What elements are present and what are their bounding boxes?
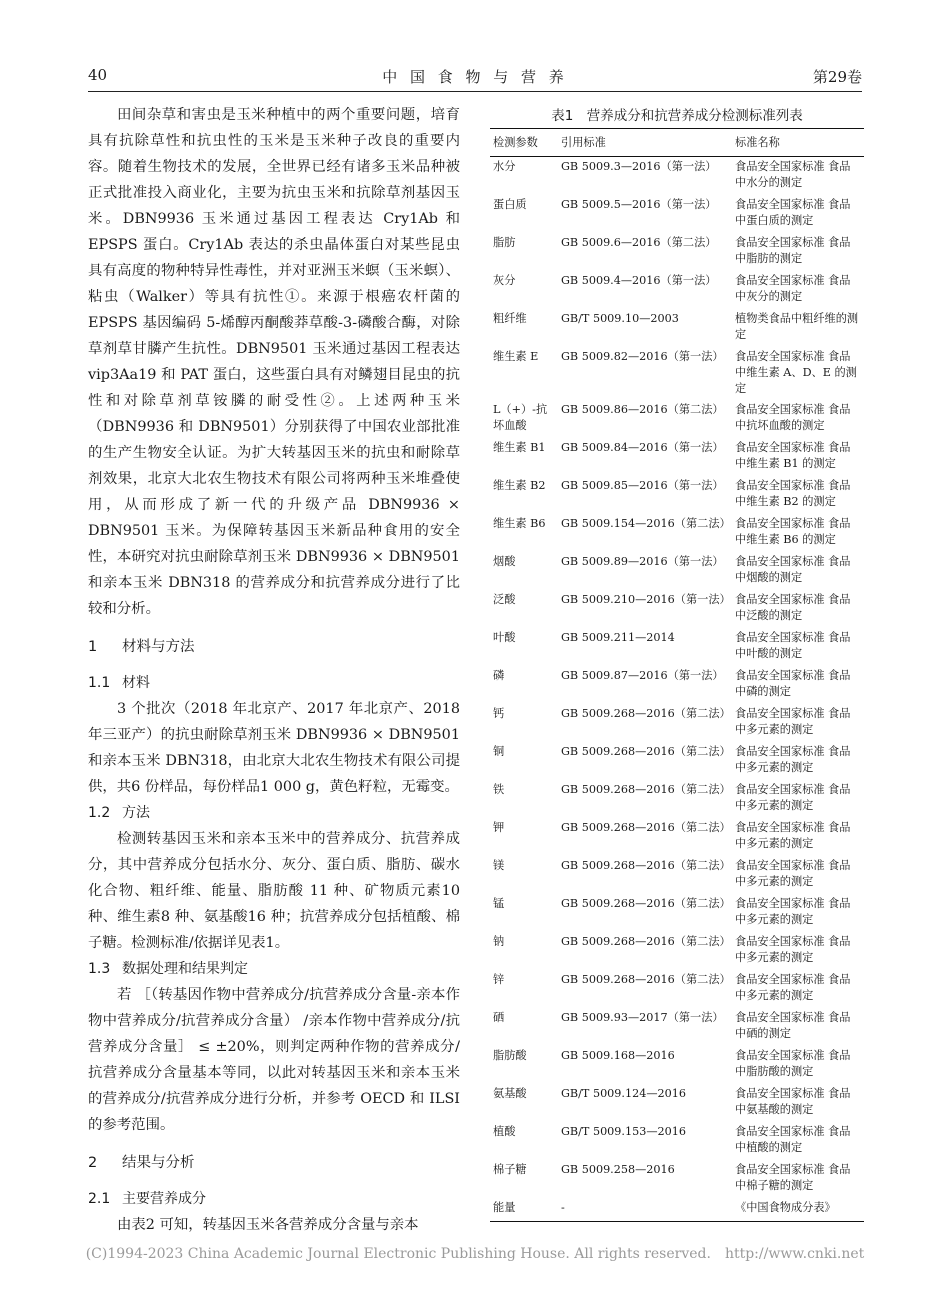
standard-cell: GB 5009.211—2014 <box>561 631 675 644</box>
table-row <box>490 438 864 476</box>
section-1-3-heading <box>88 956 460 982</box>
table-header-row <box>490 129 864 157</box>
column-header: 标准名称 <box>732 129 864 157</box>
standard-name-cell: 食品安全国家标准 食品中植酸的测定 <box>735 1125 851 1154</box>
parameter-cell: 叶酸 <box>493 631 516 644</box>
column-header: 引用标准 <box>558 129 732 157</box>
standard-name-cell: 食品安全国家标准 食品中维生素 B2 的测定 <box>735 479 851 508</box>
section-number: 1.3 <box>88 961 111 977</box>
parameter-cell: 维生素 B6 <box>493 517 546 530</box>
standard-cell: GB 5009.268—2016（第二法） <box>561 745 731 758</box>
standard-name-cell: 食品安全国家标准 食品中泛酸的测定 <box>735 593 851 622</box>
table-row <box>490 157 864 196</box>
standard-name-cell: 食品安全国家标准 食品中氨基酸的测定 <box>735 1087 851 1116</box>
parameter-cell: 氨基酸 <box>493 1087 527 1100</box>
table-row <box>490 856 864 894</box>
standard-name-cell: 食品安全国家标准 食品中烟酸的测定 <box>735 555 851 584</box>
standard-name-cell: 食品安全国家标准 食品中脂肪的测定 <box>735 236 851 265</box>
standard-cell: GB 5009.210—2016（第一法） <box>561 593 731 606</box>
volume-label: 第29卷 <box>812 68 862 86</box>
standard-cell: GB 5009.86—2016（第二法） <box>561 403 724 416</box>
section-number: 1.1 <box>88 675 111 691</box>
standard-cell: GB 5009.154—2016（第二法） <box>561 517 731 530</box>
parameter-cell: 锌 <box>493 973 505 986</box>
section-number: 2.1 <box>88 1191 111 1207</box>
standard-cell: GB 5009.268—2016（第二法） <box>561 821 731 834</box>
section-1-heading <box>88 634 460 660</box>
table-row <box>490 970 864 1008</box>
standard-cell: GB/T 5009.124—2016 <box>561 1087 686 1100</box>
parameter-cell: 棉子糖 <box>493 1163 527 1176</box>
judgement-paragraph: 若 ［（转基因作物中营养成分/抗营养成分含量-亲本作物中营养成分/抗营养成分含量） /亲本作物中营养成分/抗营养成分含量］ ≤ ±20%，则判定两种作物的营养成分/抗营养成分含量基本等同，以此对转基因玉米和亲本玉米的营养成分/抗营养成分进行分析，并参考 OECD 和 ILSI 的参考范围。 <box>88 987 460 1133</box>
table-row <box>490 628 864 666</box>
standard-cell: GB 5009.268—2016（第二法） <box>561 935 731 948</box>
parameter-cell: 硒 <box>493 1011 505 1024</box>
table-row <box>490 347 864 400</box>
table-row <box>490 742 864 780</box>
parameter-cell: 维生素 B1 <box>493 441 546 454</box>
standard-cell: GB 5009.268—2016（第二法） <box>561 707 731 720</box>
parameter-cell: 烟酸 <box>493 555 516 568</box>
table-row <box>490 400 864 438</box>
standard-name-cell: 食品安全国家标准 食品中维生素 A、D、E 的测定 <box>735 350 857 395</box>
parameter-cell: 磷 <box>493 669 505 682</box>
table-row <box>490 1198 864 1222</box>
table-row <box>490 1008 864 1046</box>
column-header: 检测参数 <box>490 129 558 157</box>
standard-name-cell: 食品安全国家标准 食品中多元素的测定 <box>735 707 851 736</box>
standard-name-cell: 植物类食品中粗纤维的测定 <box>735 312 859 341</box>
standard-cell: GB 5009.268—2016（第二法） <box>561 973 731 986</box>
table-row <box>490 818 864 856</box>
parameter-cell: L（+）-抗坏血酸 <box>493 403 548 432</box>
standard-name-cell: 食品安全国家标准 食品中水分的测定 <box>735 160 851 189</box>
parameter-cell: 能量 <box>490 1198 558 1222</box>
parameter-cell: 钙 <box>493 707 505 720</box>
parameter-cell: 铁 <box>493 783 505 796</box>
table-row <box>490 1122 864 1160</box>
copyright-footer: (C)1994-2023 China Academic Journal Electronic Publishing House. All rights reserved. http://www.cnki.net <box>85 1246 865 1262</box>
table-row <box>490 590 864 628</box>
standard-cell: GB 5009.89—2016（第一法） <box>561 555 724 568</box>
standard-name-cell: 食品安全国家标准 食品中多元素的测定 <box>735 897 851 926</box>
standard-name-cell: 《中国食物成分表》 <box>732 1198 864 1222</box>
table-row <box>490 309 864 347</box>
parameter-cell: 脂肪酸 <box>493 1049 527 1062</box>
journal-title: 中 国 食 物 与 营 养 <box>382 68 568 86</box>
parameter-cell: 粗纤维 <box>493 312 527 325</box>
table-row <box>490 271 864 309</box>
section-title: 数据处理和结果判定 <box>122 961 248 977</box>
standard-cell: GB 5009.268—2016（第二法） <box>561 859 731 872</box>
section-title: 结果与分析 <box>122 1155 195 1171</box>
materials-paragraph: 3 个批次（2018 年北京产、2017 年北京产、2018 年三亚产）的抗虫耐除草剂玉米 DBN9936 × DBN9501 和亲本玉米 DBN318，由北京大北农生物技术有限公司提供，共6 份样品，每份样品1 000 g，黄色籽粒，无霉变。 <box>88 701 460 795</box>
standard-name-cell: 食品安全国家标准 食品中灰分的测定 <box>735 274 851 303</box>
standard-name-cell: 食品安全国家标准 食品中多元素的测定 <box>735 745 851 774</box>
standard-cell: GB 5009.84—2016（第一法） <box>561 441 724 454</box>
standard-name-cell: 食品安全国家标准 食品中磷的测定 <box>735 669 851 698</box>
methods-paragraph: 检测转基因玉米和亲本玉米中的营养成分、抗营养成分，其中营养成分包括水分、灰分、蛋白质、脂肪、碳水化合物、粗纤维、能量、脂肪酸 11 种、矿物质元素10 种、维生素8 种、氨基酸16 种；抗营养成分包括植酸、棉子糖。检测标准/依据详见表1。 <box>88 831 460 951</box>
table-row <box>490 1160 864 1198</box>
section-1-1-heading <box>88 670 460 696</box>
section-number: 1 <box>88 639 98 655</box>
standard-cell: GB 5009.3—2016（第一法） <box>561 160 717 173</box>
parameter-cell: 灰分 <box>493 274 516 287</box>
standard-cell: GB/T 5009.10—2003 <box>561 312 679 325</box>
standard-name-cell: 食品安全国家标准 食品中多元素的测定 <box>735 783 851 812</box>
results-paragraph: 由表2 可知，转基因玉米各营养成分含量与亲本 <box>117 1217 419 1233</box>
table-row <box>490 514 864 552</box>
parameter-cell: 锰 <box>493 897 505 910</box>
table-row <box>490 195 864 233</box>
parameter-cell: 蛋白质 <box>493 198 527 211</box>
table-row <box>490 704 864 742</box>
table-row <box>490 932 864 970</box>
section-number: 2 <box>88 1155 98 1171</box>
standard-cell: GB 5009.5—2016（第一法） <box>561 198 717 211</box>
standard-cell: GB 5009.4—2016（第一法） <box>561 274 717 287</box>
intro-paragraph: 田间杂草和害虫是玉米种植中的两个重要问题，培育具有抗除草性和抗虫性的玉米是玉米种子改良的重要内容。随着生物技术的发展，全世界已经有诸多玉米品种被正式批准投入商业化，主要为抗虫玉米和抗除草剂基因玉米。DBN9936 玉米通过基因工程表达 Cry1Ab 和 EPSPS 蛋白。Cry1Ab 表达的杀虫晶体蛋白对某些昆虫具有高度的物种特异性毒性，并对亚洲玉米螟（玉米螟）、粘虫（Walker）等具有抗性①。来源于根癌农杆菌的 EPSPS 基因编码 5-烯醇丙酮酸莽草酸-3-磷酸合酶，对除草剂草甘膦产生抗性。DBN9501 玉米通过基因工程表达 vip3Aa19 和 PAT 蛋白，这些蛋白具有对鳞翅目昆虫的抗性和对除草剂草铵膦的耐受性②。上述两种玉米（DBN9936 和 DBN9501）分别获得了中国农业部批准的生产生物安全认证。为扩大转基因玉米的抗虫和耐除草剂效果，北京大北农生物技术有限公司将两种玉米堆叠使用，从而形成了新一代的升级产品 DBN9936 × DBN9501 玉米。为保障转基因玉米新品种食用的安全性，本研究对抗虫耐除草剂玉米 DBN9936 × DBN9501 和亲本玉米 DBN318 的营养成分和抗营养成分进行了比较和分析。 <box>88 107 460 617</box>
standard-cell: GB 5009.268—2016（第二法） <box>561 783 731 796</box>
left-column <box>88 102 460 1238</box>
section-2-1-heading <box>88 1186 460 1212</box>
standard-cell: GB/T 5009.153—2016 <box>561 1125 686 1138</box>
table-caption: 表1 营养成分和抗营养成分检测标准列表 <box>551 108 803 124</box>
standard-cell: GB 5009.85—2016（第一法） <box>561 479 724 492</box>
standard-name-cell: 食品安全国家标准 食品中蛋白质的测定 <box>735 198 851 227</box>
parameter-cell: 脂肪 <box>493 236 516 249</box>
section-1-2-heading <box>88 800 460 826</box>
parameter-cell: 钠 <box>493 935 505 948</box>
table-row <box>490 552 864 590</box>
parameter-cell: 铜 <box>493 745 505 758</box>
page-header <box>88 66 862 88</box>
standard-cell: GB 5009.6—2016（第二法） <box>561 236 717 249</box>
table-row <box>490 780 864 818</box>
section-title: 材料 <box>122 675 150 691</box>
standard-name-cell: 食品安全国家标准 食品中脂肪酸的测定 <box>735 1049 851 1078</box>
parameter-cell: 钾 <box>493 821 505 834</box>
standard-cell: GB 5009.87—2016（第一法） <box>561 669 724 682</box>
parameter-cell: 水分 <box>493 160 516 173</box>
standard-name-cell: 食品安全国家标准 食品中多元素的测定 <box>735 973 851 1002</box>
standard-cell: GB 5009.168—2016 <box>561 1049 675 1062</box>
page-number: 40 <box>88 66 108 84</box>
standard-name-cell: 食品安全国家标准 食品中叶酸的测定 <box>735 631 851 660</box>
table-row <box>490 476 864 514</box>
parameter-cell: 泛酸 <box>493 593 516 606</box>
standard-cell: - <box>558 1198 732 1222</box>
section-title: 方法 <box>122 805 150 821</box>
standard-cell: GB 5009.82—2016（第一法） <box>561 350 724 363</box>
header-rule <box>88 91 862 92</box>
table-row <box>490 894 864 932</box>
standard-name-cell: 食品安全国家标准 食品中多元素的测定 <box>735 821 851 850</box>
standard-name-cell: 食品安全国家标准 食品中维生素 B1 的测定 <box>735 441 851 470</box>
standard-cell: GB 5009.268—2016（第二法） <box>561 897 731 910</box>
parameter-cell: 维生素 B2 <box>493 479 546 492</box>
parameter-cell: 镁 <box>493 859 505 872</box>
parameter-cell: 维生素 E <box>493 350 539 363</box>
standard-name-cell: 食品安全国家标准 食品中维生素 B6 的测定 <box>735 517 851 546</box>
section-title: 主要营养成分 <box>122 1191 206 1207</box>
standard-cell: GB 5009.258—2016 <box>561 1163 675 1176</box>
section-title: 材料与方法 <box>122 639 195 655</box>
section-2-heading <box>88 1150 460 1176</box>
standard-name-cell: 食品安全国家标准 食品中多元素的测定 <box>735 935 851 964</box>
table-row <box>490 1084 864 1122</box>
standards-table <box>490 128 864 1222</box>
standard-name-cell: 食品安全国家标准 食品中棉子糖的测定 <box>735 1163 851 1192</box>
section-number: 1.2 <box>88 805 111 821</box>
table-row <box>490 666 864 704</box>
standard-cell: GB 5009.93—2017（第一法） <box>561 1011 724 1024</box>
standard-name-cell: 食品安全国家标准 食品中多元素的测定 <box>735 859 851 888</box>
table-row <box>490 233 864 271</box>
standard-name-cell: 食品安全国家标准 食品中抗坏血酸的测定 <box>735 403 851 432</box>
parameter-cell: 植酸 <box>493 1125 516 1138</box>
standard-name-cell: 食品安全国家标准 食品中硒的测定 <box>735 1011 851 1040</box>
table-row <box>490 1046 864 1084</box>
